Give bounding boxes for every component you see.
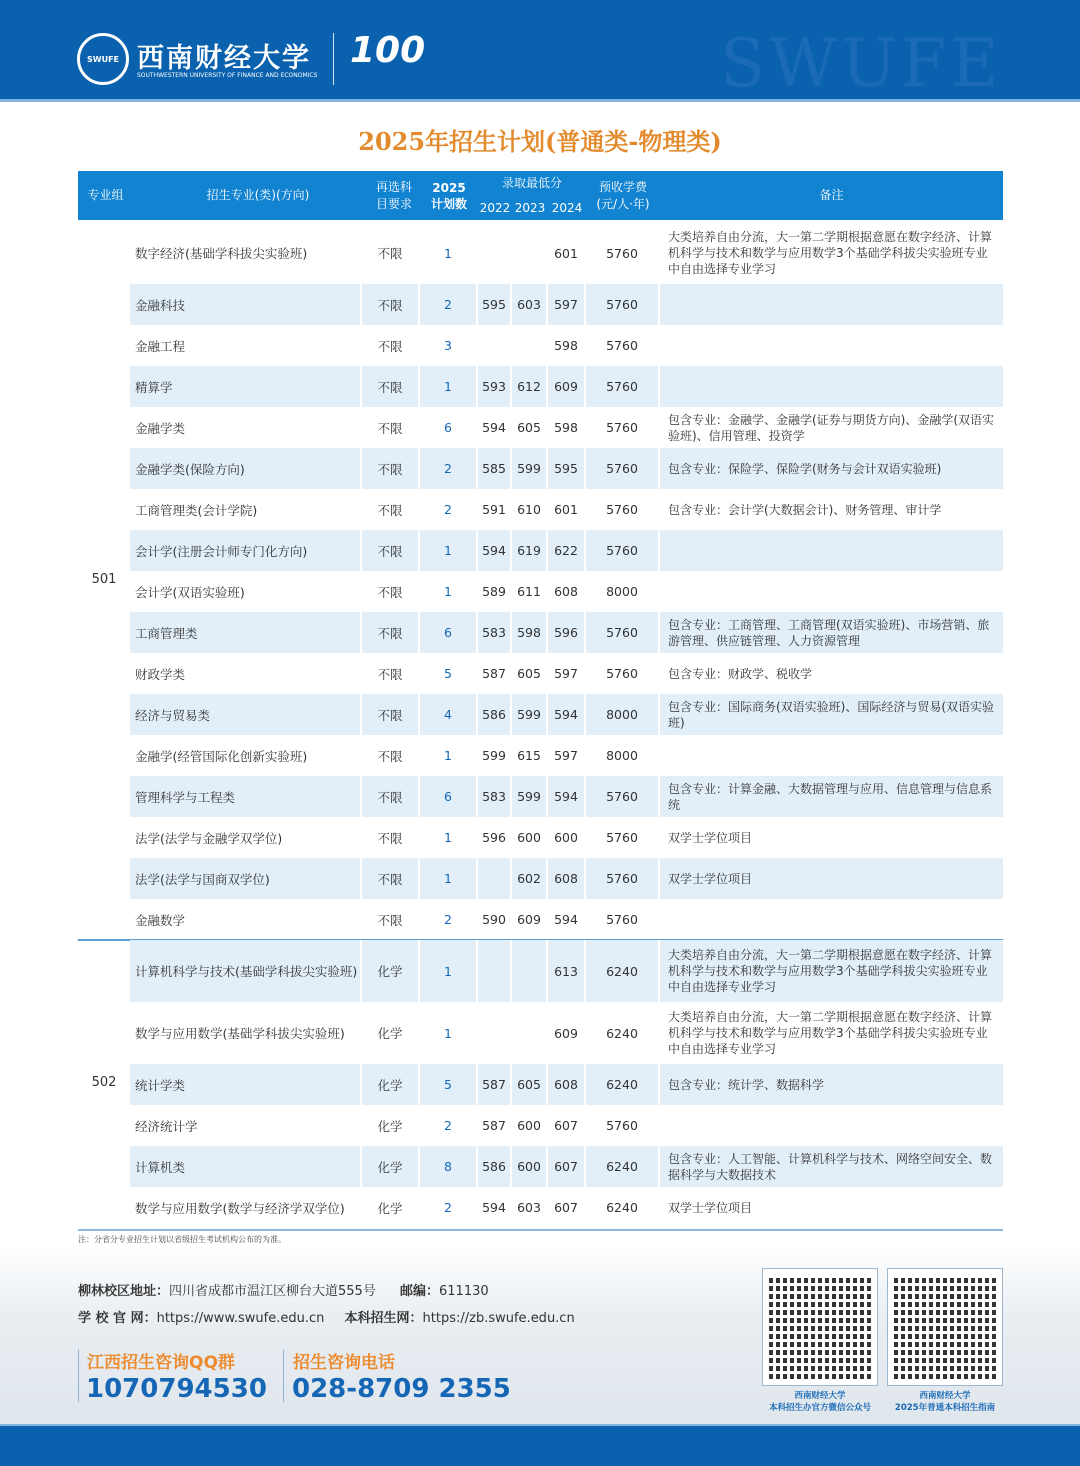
subject-requirement: 化学	[362, 1187, 420, 1228]
major-name: 精算学	[130, 366, 362, 407]
group-code: 502	[91, 1075, 117, 1090]
remark	[660, 530, 1003, 571]
min-score-2024: 596	[548, 612, 586, 653]
plan-count: 2	[420, 284, 478, 325]
tuition-fee: 5760	[586, 222, 660, 284]
remark: 包含专业：计算金融、大数据管理与应用、信息管理与信息系统	[668, 781, 993, 812]
university-name-en: SOUTHWESTERN UNIVERSITY OF FINANCE AND ECONOMICS	[137, 72, 318, 79]
tuition-fee: 5760	[586, 817, 660, 858]
major-name: 法学(法学与金融学双学位)	[130, 817, 362, 858]
plan-count: 1	[420, 735, 478, 776]
major-name: 数学与应用数学(基础学科拔尖实验班)	[130, 1002, 362, 1064]
table-row	[130, 366, 1003, 407]
th-2022: 2022	[479, 201, 511, 215]
remark: 包含专业：金融学、金融学(证券与期货方向)、金融学(双语实验班)、信用管理、投资学	[668, 412, 995, 443]
subject-requirement: 不限	[362, 407, 420, 448]
subject-requirement: 不限	[362, 366, 420, 407]
remark	[660, 1105, 1003, 1146]
tuition-fee: 5760	[586, 899, 660, 940]
plan-count: 6	[420, 776, 478, 817]
divider	[283, 1350, 284, 1402]
remark	[660, 366, 1003, 407]
major-name: 金融数学	[130, 899, 362, 940]
major-name: 工商管理类(会计学院)	[130, 489, 362, 530]
table-row	[130, 1187, 1003, 1228]
qr-caption: 西南财经大学 本科招生办官方微信公众号	[768, 1391, 871, 1413]
table-row	[130, 489, 1003, 530]
min-score-2022: 590	[478, 899, 512, 940]
table-row	[130, 530, 1003, 571]
subject-requirement: 不限	[362, 489, 420, 530]
min-score-2023: 599	[512, 776, 548, 817]
qq-group-number: 1070794530	[86, 1374, 267, 1404]
table-row	[130, 571, 1003, 612]
min-score-2023: 605	[512, 1064, 548, 1105]
admission-site-label: 本科招生网：	[344, 1311, 423, 1326]
th-note: 备注	[819, 188, 844, 202]
min-score-2024: 601	[548, 222, 586, 284]
remark: 大类培养自由分流，大一第二学期根据意愿在数字经济、计算机科学与技术和数学与应用数学3个基础学科拔尖实验班专业中自由选择专业学习	[668, 948, 993, 994]
plan-count: 3	[420, 325, 478, 366]
subject-requirement: 不限	[362, 817, 420, 858]
address: 四川省成都市温江区柳台大道555号	[169, 1284, 376, 1299]
tuition-fee: 6240	[586, 1064, 660, 1105]
min-score-2023	[512, 222, 548, 284]
tuition-fee: 6240	[586, 940, 660, 1002]
min-score-2023	[512, 1002, 548, 1064]
tuition-fee: 5760	[586, 448, 660, 489]
plan-count: 2	[420, 489, 478, 530]
university-seal-logo: SWUFE	[77, 33, 129, 85]
min-score-2022: 587	[478, 1105, 512, 1146]
min-score-2023: 619	[512, 530, 548, 571]
min-score-2023: 603	[512, 1187, 548, 1228]
table-row	[130, 1002, 1003, 1064]
subject-requirement: 化学	[362, 940, 420, 1002]
min-score-2023: 612	[512, 366, 548, 407]
phone-number: 028-8709 2355	[292, 1374, 511, 1404]
remark: 包含专业：人工智能、计算机科学与技术、网络空间安全、数据科学与大数据技术	[668, 1151, 993, 1182]
subject-requirement: 化学	[362, 1105, 420, 1146]
plan-count: 2	[420, 899, 478, 940]
min-score-2022: 595	[478, 284, 512, 325]
min-score-2024: 608	[548, 1064, 586, 1105]
major-name: 法学(法学与国商双学位)	[130, 858, 362, 899]
subject-requirement: 不限	[362, 530, 420, 571]
wechat-qr-code	[762, 1268, 878, 1386]
th-group: 专业组	[87, 188, 124, 202]
plan-count: 5	[420, 653, 478, 694]
min-score-2023: 609	[512, 899, 548, 940]
min-score-2023: 615	[512, 735, 548, 776]
major-name: 工商管理类	[130, 612, 362, 653]
major-name: 金融科技	[130, 284, 362, 325]
subject-requirement: 不限	[362, 448, 420, 489]
tuition-fee: 8000	[586, 735, 660, 776]
remark: 包含专业：国际商务(双语实验班)、国际经济与贸易(双语实验班)	[668, 699, 995, 730]
min-score-2024: 607	[548, 1146, 586, 1187]
min-score-2024: 598	[548, 325, 586, 366]
min-score-2024: 595	[548, 448, 586, 489]
tuition-fee: 5760	[586, 366, 660, 407]
major-name: 金融工程	[130, 325, 362, 366]
table-row	[130, 817, 1003, 858]
page-title: 2025年招生计划(普通类-物理类)	[358, 127, 722, 156]
address-label: 柳林校区地址：	[78, 1284, 170, 1299]
subject-requirement: 不限	[362, 222, 420, 284]
subject-requirement: 不限	[362, 899, 420, 940]
table-row	[130, 1064, 1003, 1105]
table-row	[130, 653, 1003, 694]
min-score-2022	[478, 1002, 512, 1064]
min-score-2022: 586	[478, 1146, 512, 1187]
tuition-fee: 5760	[586, 858, 660, 899]
remark	[660, 735, 1003, 776]
min-score-2022	[478, 222, 512, 284]
min-score-2023: 600	[512, 1146, 548, 1187]
plan-count: 6	[420, 612, 478, 653]
min-score-2022: 583	[478, 612, 512, 653]
min-score-2023: 600	[512, 817, 548, 858]
subject-requirement: 不限	[362, 325, 420, 366]
tuition-fee: 5760	[586, 284, 660, 325]
tuition-fee: 6240	[586, 1146, 660, 1187]
table-bottom-line	[78, 1229, 1003, 1231]
min-score-2022: 585	[478, 448, 512, 489]
subject-requirement: 不限	[362, 653, 420, 694]
major-name: 财政学类	[130, 653, 362, 694]
min-score-2024: 594	[548, 899, 586, 940]
major-name: 金融学类(保险方向)	[130, 448, 362, 489]
zip: 611130	[439, 1284, 489, 1299]
min-score-2022: 587	[478, 653, 512, 694]
tuition-fee: 5760	[586, 325, 660, 366]
plan-count: 1	[420, 571, 478, 612]
tuition-fee: 5760	[586, 776, 660, 817]
major-name: 计算机类	[130, 1146, 362, 1187]
subject-requirement: 不限	[362, 858, 420, 899]
min-score-2023: 600	[512, 1105, 548, 1146]
major-name: 金融学类	[130, 407, 362, 448]
major-name: 金融学(经管国际化创新实验班)	[130, 735, 362, 776]
min-score-2022	[478, 325, 512, 366]
tuition-fee: 5760	[586, 612, 660, 653]
bottom-banner	[0, 1424, 1080, 1466]
tuition-fee: 5760	[586, 653, 660, 694]
remark	[660, 571, 1003, 612]
table-row	[130, 448, 1003, 489]
subject-requirement: 不限	[362, 776, 420, 817]
plan-count: 1	[420, 222, 478, 284]
table-row	[130, 776, 1003, 817]
min-score-2024: 598	[548, 407, 586, 448]
remark: 包含专业：保险学、保险学(财务与会计双语实验班)	[668, 461, 942, 476]
min-score-2023: 599	[512, 448, 548, 489]
subject-requirement: 不限	[362, 284, 420, 325]
plan-count: 8	[420, 1146, 478, 1187]
guide-qr-code	[887, 1268, 1003, 1386]
th-plan-1: 2025	[432, 181, 466, 195]
plan-count: 6	[420, 407, 478, 448]
subject-requirement: 不限	[362, 694, 420, 735]
website-link[interactable]: https://www.swufe.edu.cn	[156, 1311, 325, 1326]
remark: 包含专业：工商管理、工商管理(双语实验班)、市场营销、旅游管理、供应链管理、人力资源管理	[668, 617, 990, 648]
min-score-2024: 609	[548, 366, 586, 407]
remark: 大类培养自由分流，大一第二学期根据意愿在数字经济、计算机科学与技术和数学与应用数学3个基础学科拔尖实验班专业中自由选择专业学习	[668, 230, 993, 276]
th-min-score: 录取最低分	[501, 176, 562, 190]
watermark: SWUFE	[720, 25, 1003, 102]
remark: 包含专业：财政学、税收学	[668, 666, 813, 681]
min-score-2024: 601	[548, 489, 586, 530]
major-name: 数字经济(基础学科拔尖实验班)	[130, 222, 362, 284]
min-score-2022: 587	[478, 1064, 512, 1105]
min-score-2022: 599	[478, 735, 512, 776]
min-score-2024: 608	[548, 858, 586, 899]
tuition-fee: 5760	[586, 530, 660, 571]
remark: 包含专业：会计学(大数据会计)、财务管理、审计学	[668, 502, 942, 517]
table-row	[130, 858, 1003, 899]
group-code: 501	[91, 572, 117, 587]
admission-site-link[interactable]: https://zb.swufe.edu.cn	[422, 1311, 575, 1326]
th-major: 招生专业(类)(方向)	[206, 188, 310, 202]
remark	[660, 325, 1003, 366]
min-score-2023	[512, 940, 548, 1002]
tuition-fee: 8000	[586, 571, 660, 612]
min-score-2023: 599	[512, 694, 548, 735]
tuition-fee: 6240	[586, 1187, 660, 1228]
table-row	[130, 940, 1003, 1002]
table-row	[130, 1146, 1003, 1187]
th-plan-2: 计划数	[430, 197, 467, 211]
major-name: 数学与应用数学(数学与经济学双学位)	[130, 1187, 362, 1228]
min-score-2023: 611	[512, 571, 548, 612]
remark	[660, 899, 1003, 940]
min-score-2024: 597	[548, 653, 586, 694]
min-score-2022: 596	[478, 817, 512, 858]
table-row	[130, 694, 1003, 735]
remark: 包含专业：统计学、数据科学	[668, 1077, 825, 1092]
zip-label: 邮编：	[399, 1284, 439, 1299]
address-line	[78, 1280, 489, 1299]
min-score-2024: 608	[548, 571, 586, 612]
remark: 大类培养自由分流，大一第二学期根据意愿在数字经济、计算机科学与技术和数学与应用数学3个基础学科拔尖实验班专业中自由选择专业学习	[668, 1010, 993, 1056]
plan-count: 1	[420, 530, 478, 571]
min-score-2023: 598	[512, 612, 548, 653]
tuition-fee: 5760	[586, 489, 660, 530]
website-label: 学 校 官 网：	[78, 1311, 157, 1326]
min-score-2024: 594	[548, 776, 586, 817]
major-name: 统计学类	[130, 1064, 362, 1105]
th-fee-1: 预收学费	[598, 180, 647, 194]
min-score-2024: 594	[548, 694, 586, 735]
divider	[78, 1350, 79, 1402]
footnote: 注：分省分专业招生计划以省级招生考试机构公布的为准。	[78, 1235, 286, 1244]
table-row	[130, 222, 1003, 284]
subject-requirement: 化学	[362, 1146, 420, 1187]
table-row	[130, 612, 1003, 653]
th-2024: 2024	[551, 201, 583, 215]
min-score-2024: 622	[548, 530, 586, 571]
min-score-2024: 597	[548, 735, 586, 776]
table-header	[78, 171, 1003, 220]
centennial-logo: 100	[350, 30, 426, 71]
min-score-2023: 602	[512, 858, 548, 899]
tuition-fee: 5760	[586, 407, 660, 448]
tuition-fee: 5760	[586, 1105, 660, 1146]
top-banner	[0, 0, 1080, 102]
major-name: 管理科学与工程类	[130, 776, 362, 817]
min-score-2022: 594	[478, 407, 512, 448]
plan-count: 1	[420, 858, 478, 899]
plan-count: 1	[420, 1002, 478, 1064]
th-2023: 2023	[514, 201, 546, 215]
plan-count: 2	[420, 448, 478, 489]
table-row	[130, 1105, 1003, 1146]
plan-count: 2	[420, 1187, 478, 1228]
th-req-1: 再选科	[375, 180, 412, 194]
plan-count: 1	[420, 817, 478, 858]
remark: 双学士学位项目	[668, 1200, 753, 1215]
remark: 双学士学位项目	[668, 830, 753, 845]
min-score-2024: 597	[548, 284, 586, 325]
major-name: 经济与贸易类	[130, 694, 362, 735]
university-name-cn: 西南财经大学	[137, 43, 311, 74]
remark: 双学士学位项目	[668, 871, 753, 886]
plan-count: 1	[420, 940, 478, 1002]
min-score-2024: 609	[548, 1002, 586, 1064]
major-name: 会计学(双语实验班)	[130, 571, 362, 612]
min-score-2024: 600	[548, 817, 586, 858]
min-score-2022: 591	[478, 489, 512, 530]
website-line	[78, 1307, 575, 1326]
table-row	[130, 899, 1003, 940]
th-req-2: 目要求	[375, 197, 412, 211]
plan-count: 5	[420, 1064, 478, 1105]
min-score-2023: 605	[512, 407, 548, 448]
min-score-2022	[478, 940, 512, 1002]
min-score-2022: 586	[478, 694, 512, 735]
subject-requirement: 化学	[362, 1064, 420, 1105]
min-score-2022: 594	[478, 1187, 512, 1228]
min-score-2024: 607	[548, 1187, 586, 1228]
min-score-2022: 583	[478, 776, 512, 817]
min-score-2023	[512, 325, 548, 366]
min-score-2022	[478, 858, 512, 899]
major-name: 经济统计学	[130, 1105, 362, 1146]
min-score-2024: 613	[548, 940, 586, 1002]
subject-requirement: 不限	[362, 571, 420, 612]
phone-label: 招生咨询电话	[293, 1353, 395, 1373]
tuition-fee: 6240	[586, 1002, 660, 1064]
table-row	[130, 325, 1003, 366]
plan-count: 1	[420, 366, 478, 407]
subject-requirement: 化学	[362, 1002, 420, 1064]
min-score-2023: 610	[512, 489, 548, 530]
table-row	[130, 284, 1003, 325]
min-score-2022: 589	[478, 571, 512, 612]
table-row	[130, 407, 1003, 448]
major-name: 计算机科学与技术(基础学科拔尖实验班)	[130, 940, 362, 1002]
plan-count: 4	[420, 694, 478, 735]
major-name: 会计学(注册会计师专门化方向)	[130, 530, 362, 571]
subject-requirement: 不限	[362, 612, 420, 653]
subject-requirement: 不限	[362, 735, 420, 776]
min-score-2023: 605	[512, 653, 548, 694]
qq-group-label: 江西招生咨询QQ群	[87, 1353, 235, 1373]
min-score-2023: 603	[512, 284, 548, 325]
remark	[660, 284, 1003, 325]
logo-divider	[333, 33, 334, 85]
tuition-fee: 8000	[586, 694, 660, 735]
th-fee-2: (元/人·年)	[596, 197, 650, 211]
plan-count: 2	[420, 1105, 478, 1146]
qr-caption: 西南财经大学 2025年普通本科招生指南	[894, 1391, 996, 1413]
table-row	[130, 735, 1003, 776]
min-score-2024: 607	[548, 1105, 586, 1146]
min-score-2022: 594	[478, 530, 512, 571]
min-score-2022: 593	[478, 366, 512, 407]
